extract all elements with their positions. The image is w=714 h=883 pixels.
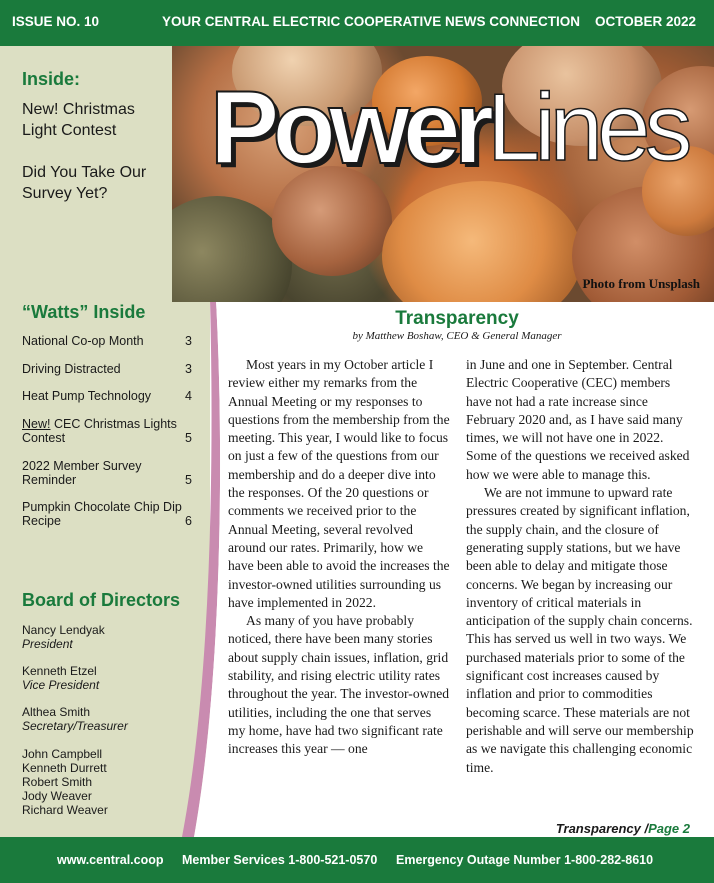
toc-item[interactable] xyxy=(22,334,192,348)
teaser-survey[interactable]: Did You Take Our Survey Yet? xyxy=(22,164,147,202)
website-link[interactable]: www.central.coop xyxy=(57,853,164,867)
article-paragraph: We are not immune to upward rate pressures created by significant inflation, the supply chain, and the closure of generating supply stations, but we have been able to delay and mitigate those concerns. We began by increasing our inventory of critical materials in anticipation of the supply chain concerns. This has served us well in two ways. We purchased materials prior to some of the significant cost increases caused by inflation and prior to commodities becoming scarce. These materials are not perishable and will serve our membership as we navigate this challenging economic time. xyxy=(466,485,694,775)
issue-number: ISSUE NO. 10 xyxy=(12,14,100,29)
masthead-photo xyxy=(172,46,714,302)
sidebar-divider-curve xyxy=(172,300,232,837)
toc-item[interactable] xyxy=(22,459,192,487)
toc-page-number: 6 xyxy=(185,514,192,528)
toc-page-number: 5 xyxy=(185,473,192,487)
toc-page-number: 3 xyxy=(185,362,192,376)
officer-entry xyxy=(22,705,128,733)
officer-entry xyxy=(22,664,99,692)
officer-entry xyxy=(22,623,105,651)
officer-name: Kenneth Etzel xyxy=(22,664,97,678)
article-paragraph: in June and one in September. Central Electric Cooperative (CEC) members have not had a rate increase since February 2020 and, as I have said many times, we will not have one in 2022. Some of the questions we received asked how we were able to manage this. xyxy=(466,357,690,482)
continued-page: Page 2 xyxy=(648,821,690,836)
toc-heading: “Watts” Inside xyxy=(22,302,146,322)
footer-banner xyxy=(0,837,714,883)
article-paragraph: As many of you have probably noticed, there have been many stories about supply chain issues, inflation, grid stability, and rising electric utility rates throughout the year. The investor-owned utilities, including the one that serves my home, have had two significant rate increases this year — one xyxy=(228,613,450,757)
masthead-title-lines: Lines xyxy=(487,74,687,181)
toc-page-number: 3 xyxy=(185,334,192,348)
article-column-2 xyxy=(466,356,694,777)
director-name: Jody Weaver xyxy=(22,789,92,803)
toc-label: Driving Distracted xyxy=(22,362,121,376)
toc-item[interactable] xyxy=(22,362,192,376)
officer-name: Althea Smith xyxy=(22,705,91,719)
article-column-1 xyxy=(228,356,450,759)
toc-label: Heat Pump Technology xyxy=(22,389,152,403)
toc-label: National Co-op Month xyxy=(22,334,144,348)
board-heading: Board of Directors xyxy=(22,590,181,610)
director-name: Robert Smith xyxy=(22,775,93,789)
continued-label: Transparency / xyxy=(555,821,649,836)
new-badge: New! xyxy=(22,417,51,431)
issue-date: OCTOBER 2022 xyxy=(594,14,696,29)
masthead-title-power: Power xyxy=(210,70,488,186)
continued-link[interactable] xyxy=(556,821,690,836)
officer-role: President xyxy=(22,637,73,651)
article-byline: by Matthew Boshaw, CEO & General Manager xyxy=(352,330,562,342)
top-banner xyxy=(0,0,714,46)
toc-item[interactable] xyxy=(22,500,192,528)
director-name: John Campbell xyxy=(22,747,103,761)
emergency-outage-phone[interactable]: Emergency Outage Number 1-800-282-8610 xyxy=(396,853,654,867)
toc-item[interactable] xyxy=(22,389,192,403)
photo-credit: Photo from Unsplash xyxy=(582,276,700,291)
teaser-christmas-contest[interactable]: New! Christmas Light Contest xyxy=(22,101,135,139)
toc-page-number: 4 xyxy=(185,389,192,403)
toc-page-number: 5 xyxy=(185,431,192,445)
toc-label: Pumpkin Chocolate Chip Dip Recipe xyxy=(22,500,182,528)
inside-heading: Inside: xyxy=(22,69,81,89)
article-paragraph: Most years in my October article I review either my remarks from the Annual Meeting or my responses to questions from the membership from the meeting. This year, I would like to focus on just a few of the questions from our membership and do a deeper dive into the responses. Of the 20 questions or comments we received prior to the Annual Meeting, several revolved around our rates. Primarily, how we have been able to avoid the increases the investor-owned utilities surrounding us have implemented in 2022. xyxy=(228,357,450,610)
newsletter-tagline: YOUR CENTRAL ELECTRIC COOPERATIVE NEWS CONNECTION xyxy=(162,14,581,29)
director-list xyxy=(22,747,108,817)
member-services-phone[interactable]: Member Services 1-800-521-0570 xyxy=(182,853,378,867)
officer-role: Vice President xyxy=(22,678,100,692)
officer-role: Secretary/Treasurer xyxy=(22,719,128,733)
toc-label: CEC Christmas Lights Contest xyxy=(22,417,177,445)
director-name: Kenneth Durrett xyxy=(22,761,107,775)
director-name: Richard Weaver xyxy=(22,803,108,817)
toc-item[interactable] xyxy=(22,417,192,445)
officer-name: Nancy Lendyak xyxy=(22,623,105,637)
article-title: Transparency xyxy=(395,308,519,329)
toc-label: 2022 Member Survey Reminder xyxy=(22,459,142,487)
